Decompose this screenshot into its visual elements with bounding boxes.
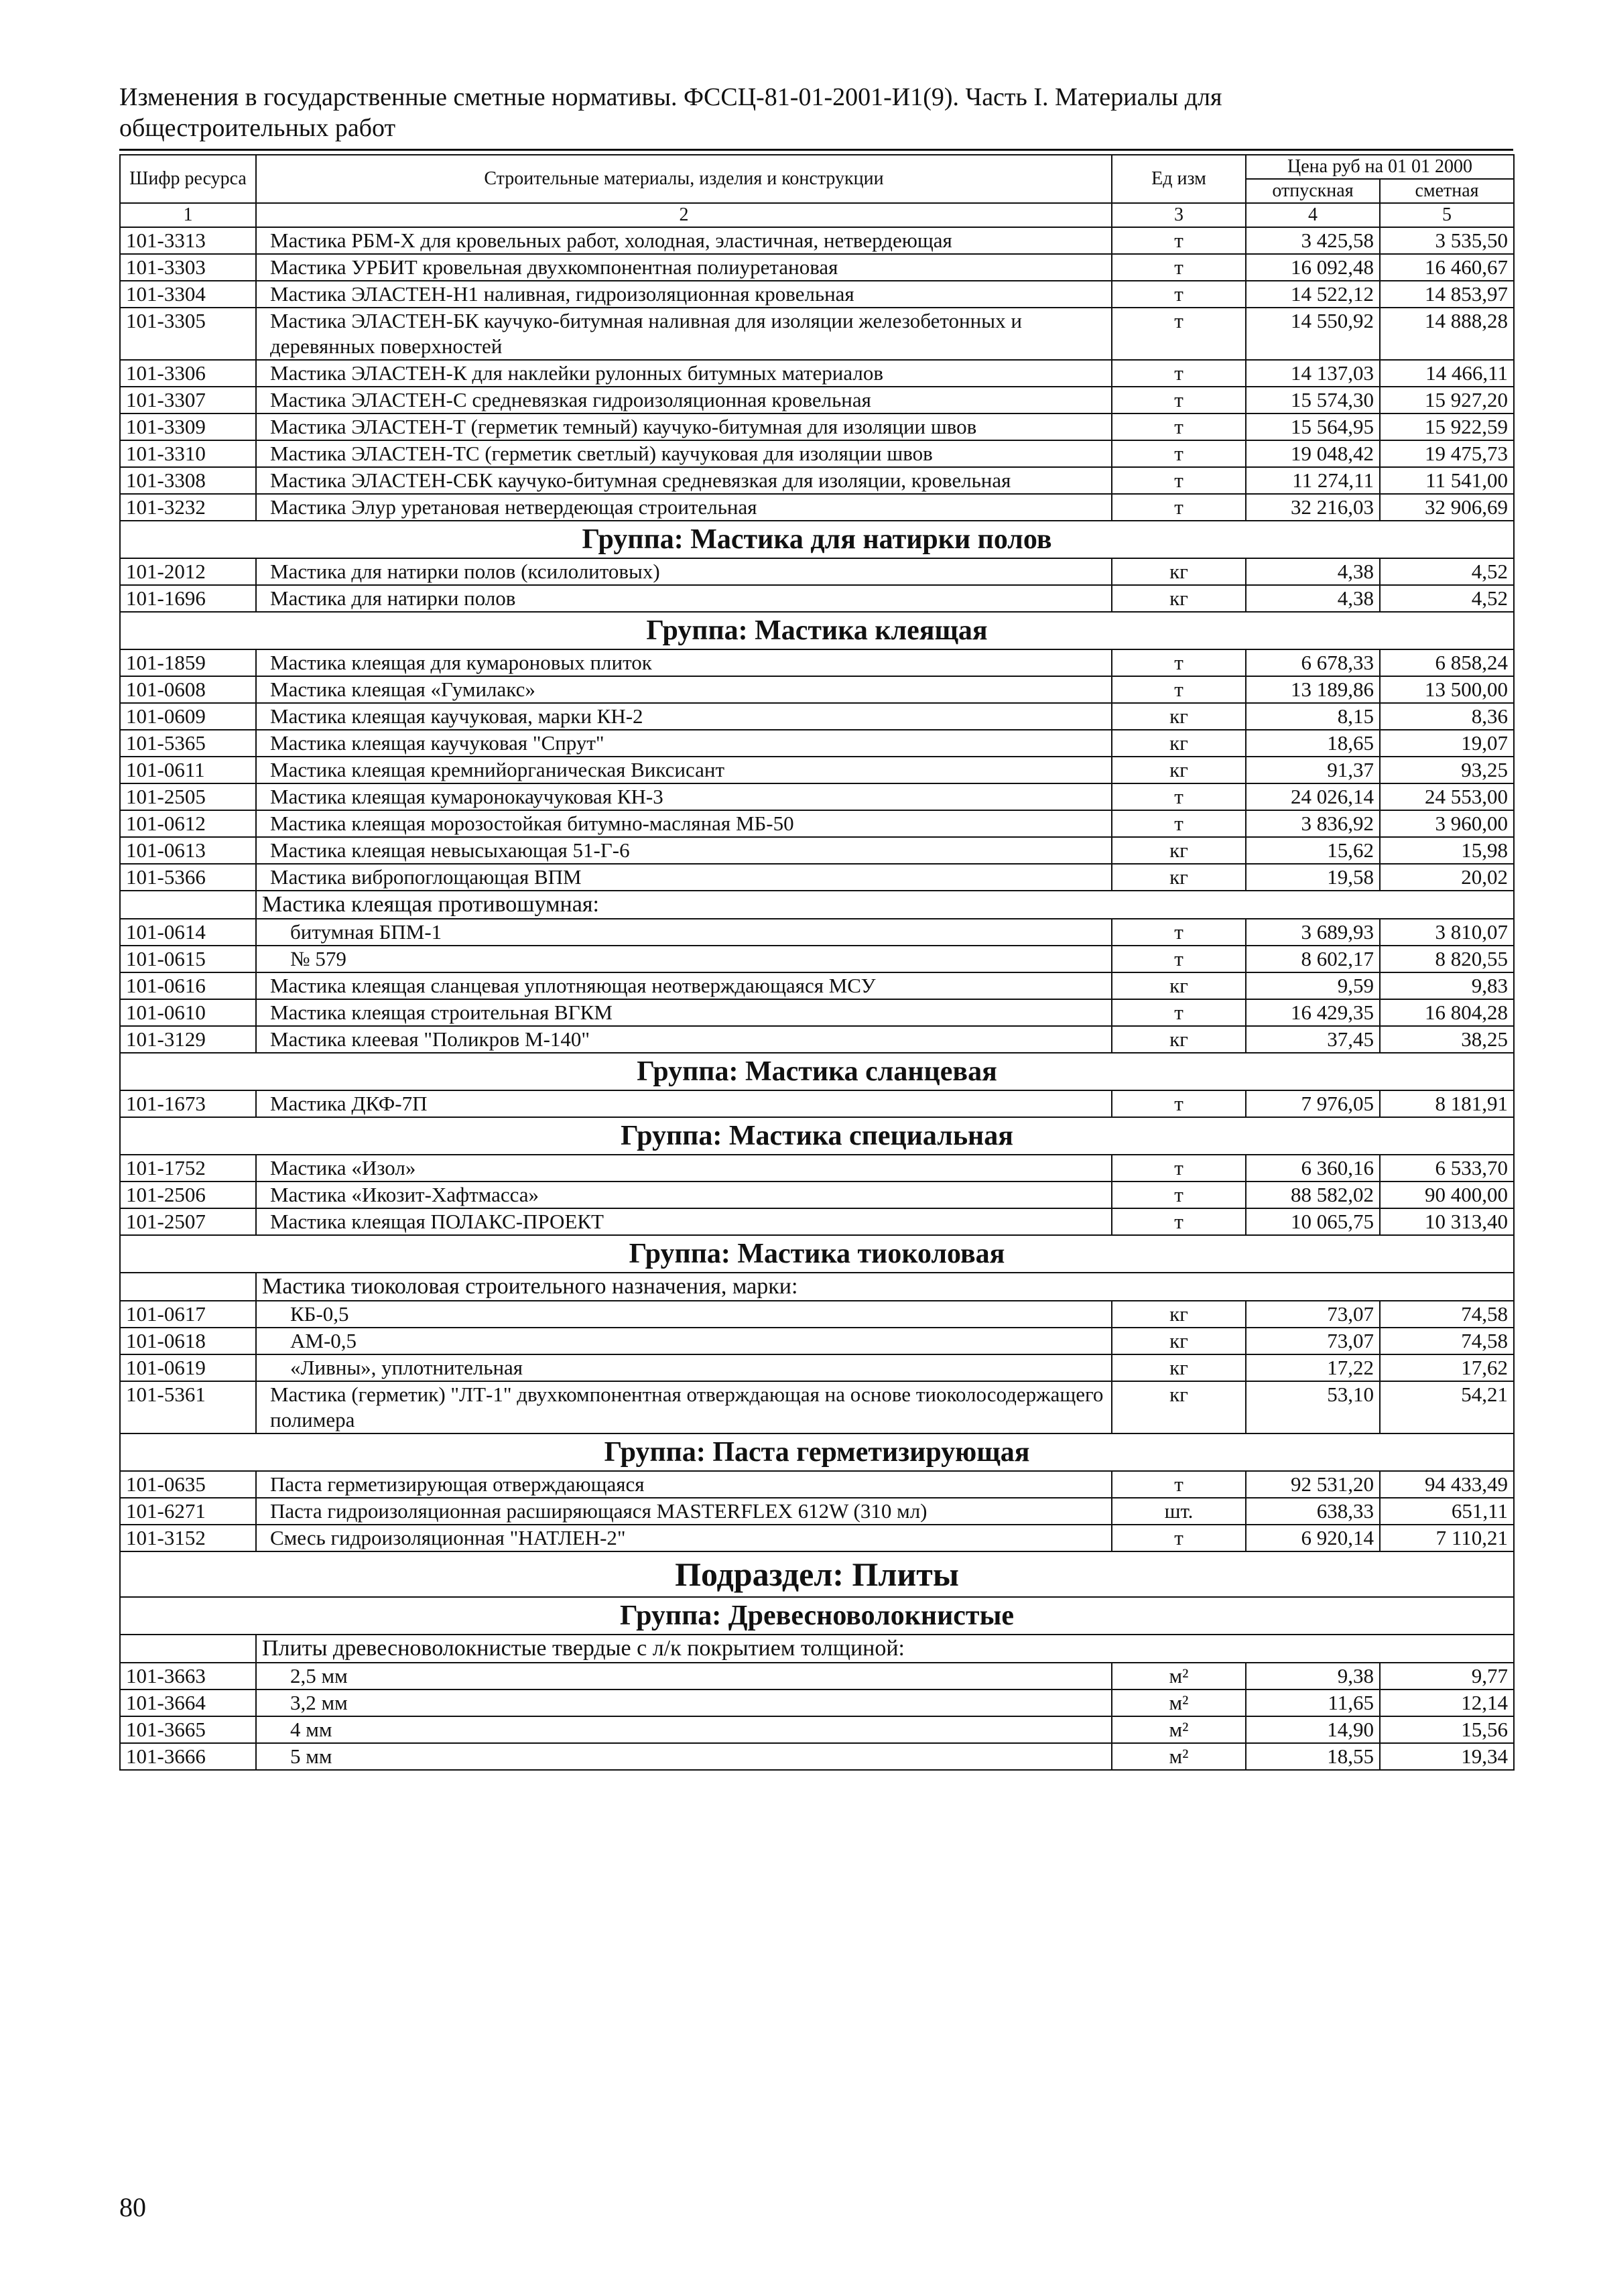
group-header-row (120, 521, 1514, 558)
estimate-price: 19,34 (1380, 1743, 1514, 1770)
release-price: 638,33 (1246, 1498, 1380, 1525)
table-row (120, 972, 1514, 999)
subsection-header-row (120, 1551, 1514, 1597)
unit-of-measure: т (1112, 999, 1246, 1026)
table-row (120, 558, 1514, 585)
resource-code: 101-0610 (120, 999, 256, 1026)
page-title-line-1: Изменения в государственные сметные нормативы. ФССЦ-81-01-2001-И1(9). Часть I. Материалы для (119, 83, 1222, 111)
estimate-price: 74,58 (1380, 1328, 1514, 1354)
table-body (120, 227, 1514, 1770)
group-title: Группа: Мастика для натирки полов (120, 521, 1514, 558)
unit-of-measure: кг (1112, 585, 1246, 612)
resource-code: 101-3663 (120, 1663, 256, 1689)
unit-of-measure: кг (1112, 1328, 1246, 1354)
resource-code: 101-2012 (120, 558, 256, 585)
estimate-price: 19 475,73 (1380, 440, 1514, 467)
material-name: 4 мм (256, 1716, 1112, 1743)
resource-code: 101-3304 (120, 281, 256, 308)
unit-of-measure: т (1112, 467, 1246, 494)
release-price: 15,62 (1246, 837, 1380, 864)
unit-of-measure: кг (1112, 837, 1246, 864)
material-name: Мастика клеящая невысыхающая 51-Г-6 (256, 837, 1112, 864)
unit-of-measure: т (1112, 254, 1246, 281)
release-price: 8,15 (1246, 703, 1380, 730)
release-price: 9,59 (1246, 972, 1380, 999)
estimate-price: 19,07 (1380, 730, 1514, 757)
estimate-price: 16 804,28 (1380, 999, 1514, 1026)
resource-code: 101-1696 (120, 585, 256, 612)
group-title: Группа: Мастика сланцевая (120, 1053, 1514, 1090)
unit-of-measure: т (1112, 1525, 1246, 1551)
table-row (120, 1354, 1514, 1381)
estimate-price: 15,98 (1380, 837, 1514, 864)
material-name: Мастика клеящая строительная ВГКМ (256, 999, 1112, 1026)
group-header-row (120, 612, 1514, 649)
material-name: «Ливны», уплотнительная (256, 1354, 1112, 1381)
table-row (120, 360, 1514, 387)
page-number: 80 (119, 2192, 146, 2222)
resource-code: 101-3666 (120, 1743, 256, 1770)
table-row (120, 1155, 1514, 1182)
material-name: Мастика (герметик) "ЛТ-1" двухкомпонентная отверждающая на основе тиоколосодержащего полимера (256, 1381, 1112, 1433)
intro-row (120, 1273, 1514, 1301)
release-price: 9,38 (1246, 1663, 1380, 1689)
resource-code: 101-1673 (120, 1090, 256, 1117)
table-row (120, 757, 1514, 783)
release-price: 14 550,92 (1246, 308, 1380, 360)
table-row (120, 413, 1514, 440)
table-row (120, 946, 1514, 972)
material-name: Мастика клеящая ПОЛАКС-ПРОЕКТ (256, 1208, 1112, 1235)
table-row (120, 703, 1514, 730)
release-price: 8 602,17 (1246, 946, 1380, 972)
material-name: Мастика Элур уретановая нетвердеющая строительная (256, 494, 1112, 521)
unit-of-measure: кг (1112, 730, 1246, 757)
material-name: № 579 (256, 946, 1112, 972)
group-title: Группа: Мастика клеящая (120, 612, 1514, 649)
unit-of-measure: т (1112, 413, 1246, 440)
material-name: Мастика ЭЛАСТЕН-СБК каучуко-битумная средневязкая для изоляции, кровельная (256, 467, 1112, 494)
empty-code-cell (120, 1635, 256, 1663)
estimate-price: 6 858,24 (1380, 649, 1514, 676)
material-name: Мастика ЭЛАСТЕН-Т (герметик темный) каучуко-битумная для изоляции швов (256, 413, 1112, 440)
material-name: КБ-0,5 (256, 1301, 1112, 1328)
resource-code: 101-3305 (120, 308, 256, 360)
material-name: Мастика ЭЛАСТЕН-К для наклейки рулонных битумных материалов (256, 360, 1112, 387)
estimate-price: 4,52 (1380, 585, 1514, 612)
unit-of-measure: т (1112, 360, 1246, 387)
release-price: 88 582,02 (1246, 1182, 1380, 1208)
estimate-price: 10 313,40 (1380, 1208, 1514, 1235)
group-title: Группа: Мастика специальная (120, 1117, 1514, 1155)
page-title (119, 82, 1393, 143)
estimate-price: 3 810,07 (1380, 919, 1514, 946)
estimate-price: 32 906,69 (1380, 494, 1514, 521)
estimate-price: 17,62 (1380, 1354, 1514, 1381)
release-price: 53,10 (1246, 1381, 1380, 1433)
estimate-price: 3 535,50 (1380, 227, 1514, 254)
unit-of-measure: т (1112, 1208, 1246, 1235)
material-name: Смесь гидроизоляционная "НАТЛЕН-2" (256, 1525, 1112, 1551)
estimate-price: 15 922,59 (1380, 413, 1514, 440)
unit-of-measure: кг (1112, 864, 1246, 891)
material-name: АМ-0,5 (256, 1328, 1112, 1354)
material-name: 2,5 мм (256, 1663, 1112, 1689)
material-name: Мастика ЭЛАСТЕН-С средневязкая гидроизоляционная кровельная (256, 387, 1112, 413)
estimate-price: 13 500,00 (1380, 676, 1514, 703)
estimate-price: 651,11 (1380, 1498, 1514, 1525)
release-price: 16 429,35 (1246, 999, 1380, 1026)
table-row (120, 1743, 1514, 1770)
material-name: Мастика ЭЛАСТЕН-Н1 наливная, гидроизоляционная кровельная (256, 281, 1112, 308)
material-name: Мастика клеящая каучуковая "Спрут" (256, 730, 1112, 757)
unit-of-measure: кг (1112, 1381, 1246, 1433)
release-price: 3 836,92 (1246, 810, 1380, 837)
material-name: Мастика ЭЛАСТЕН-БК каучуко-битумная наливная для изоляции железобетонных и деревянных поверхностей (256, 308, 1112, 360)
unit-of-measure: т (1112, 649, 1246, 676)
resource-code: 101-0612 (120, 810, 256, 837)
table-row (120, 1471, 1514, 1498)
table-row (120, 440, 1514, 467)
material-name: Мастика «Икозит-Хафтмасса» (256, 1182, 1112, 1208)
release-price: 3 689,93 (1246, 919, 1380, 946)
table-row (120, 1663, 1514, 1689)
release-price: 32 216,03 (1246, 494, 1380, 521)
estimate-price: 74,58 (1380, 1301, 1514, 1328)
estimate-price: 3 960,00 (1380, 810, 1514, 837)
unit-of-measure: м² (1112, 1716, 1246, 1743)
material-name: Мастика клеящая «Гумилакс» (256, 676, 1112, 703)
material-name: Мастика клеящая кремнийорганическая Виксисант (256, 757, 1112, 783)
intro-row (120, 891, 1514, 919)
estimate-price: 6 533,70 (1380, 1155, 1514, 1182)
table-row (120, 1208, 1514, 1235)
table-row (120, 837, 1514, 864)
unit-of-measure: т (1112, 1182, 1246, 1208)
table-row (120, 1182, 1514, 1208)
column-number: 5 (1380, 203, 1514, 227)
table-row (120, 387, 1514, 413)
estimate-price: 7 110,21 (1380, 1525, 1514, 1551)
table-row (120, 676, 1514, 703)
estimate-price: 9,77 (1380, 1663, 1514, 1689)
page-title-line-2: общестроительных работ (119, 114, 396, 142)
estimate-price: 90 400,00 (1380, 1182, 1514, 1208)
estimate-price: 4,52 (1380, 558, 1514, 585)
table-row (120, 919, 1514, 946)
empty-code-cell (120, 1273, 256, 1301)
release-price: 18,65 (1246, 730, 1380, 757)
resource-code: 101-3313 (120, 227, 256, 254)
material-name: Мастика вибропоглощающая ВПМ (256, 864, 1112, 891)
release-price: 73,07 (1246, 1301, 1380, 1328)
resource-code: 101-0611 (120, 757, 256, 783)
group-header-row (120, 1117, 1514, 1155)
table-row (120, 585, 1514, 612)
table-row (120, 1381, 1514, 1433)
resource-code: 101-3665 (120, 1716, 256, 1743)
resource-code: 101-3306 (120, 360, 256, 387)
resource-code: 101-3232 (120, 494, 256, 521)
table-row (120, 467, 1514, 494)
release-price: 15 564,95 (1246, 413, 1380, 440)
material-name: Мастика для натирки полов (256, 585, 1112, 612)
header-name: Строительные материалы, изделия и конструкции (256, 155, 1112, 203)
material-name: 3,2 мм (256, 1689, 1112, 1716)
unit-of-measure: м² (1112, 1689, 1246, 1716)
resource-code: 101-1859 (120, 649, 256, 676)
release-price: 14,90 (1246, 1716, 1380, 1743)
resource-code: 101-0635 (120, 1471, 256, 1498)
release-price: 19 048,42 (1246, 440, 1380, 467)
resource-code: 101-3129 (120, 1026, 256, 1053)
estimate-price: 54,21 (1380, 1381, 1514, 1433)
estimate-price: 16 460,67 (1380, 254, 1514, 281)
release-price: 10 065,75 (1246, 1208, 1380, 1235)
table-row (120, 1716, 1514, 1743)
material-name: Паста гидроизоляционная расширяющаяся MASTERFLEX 612W (310 мл) (256, 1498, 1112, 1525)
price-table (119, 154, 1515, 1771)
group-header-row (120, 1433, 1514, 1471)
resource-code: 101-0608 (120, 676, 256, 703)
table-row (120, 1328, 1514, 1354)
material-name: Мастика клеящая кумаронокаучуковая КН-3 (256, 783, 1112, 810)
intro-text: Плиты древесноволокнистые твердые с л/к покрытием толщиной: (256, 1635, 1514, 1663)
resource-code: 101-6271 (120, 1498, 256, 1525)
table-row (120, 254, 1514, 281)
table-row (120, 1498, 1514, 1525)
estimate-price: 94 433,49 (1380, 1471, 1514, 1498)
resource-code: 101-2505 (120, 783, 256, 810)
material-name: Мастика клеящая морозостойкая битумно-масляная МБ-50 (256, 810, 1112, 837)
unit-of-measure: кг (1112, 1301, 1246, 1328)
estimate-price: 20,02 (1380, 864, 1514, 891)
estimate-price: 8 181,91 (1380, 1090, 1514, 1117)
material-name: Мастика ЭЛАСТЕН-ТС (герметик светлый) каучуковая для изоляции швов (256, 440, 1112, 467)
material-name: Мастика клеевая "Поликров М-140" (256, 1026, 1112, 1053)
release-price: 37,45 (1246, 1026, 1380, 1053)
resource-code: 101-0615 (120, 946, 256, 972)
column-number: 3 (1112, 203, 1246, 227)
release-price: 6 920,14 (1246, 1525, 1380, 1551)
resource-code: 101-0616 (120, 972, 256, 999)
table-row (120, 281, 1514, 308)
material-name: Мастика клеящая для кумароновых плиток (256, 649, 1112, 676)
header-code: Шифр ресурса (120, 155, 256, 203)
unit-of-measure: т (1112, 281, 1246, 308)
resource-code: 101-0619 (120, 1354, 256, 1381)
title-rule (119, 149, 1513, 151)
resource-code: 101-3308 (120, 467, 256, 494)
release-price: 11 274,11 (1246, 467, 1380, 494)
estimate-price: 14 466,11 (1380, 360, 1514, 387)
table-row (120, 1090, 1514, 1117)
table-row (120, 730, 1514, 757)
material-name: Мастика для натирки полов (ксилолитовых) (256, 558, 1112, 585)
header-estimate-price: сметная (1380, 179, 1514, 203)
column-number: 2 (256, 203, 1112, 227)
unit-of-measure: т (1112, 1155, 1246, 1182)
release-price: 15 574,30 (1246, 387, 1380, 413)
resource-code: 101-2506 (120, 1182, 256, 1208)
unit-of-measure: т (1112, 494, 1246, 521)
unit-of-measure: т (1112, 919, 1246, 946)
unit-of-measure: кг (1112, 1026, 1246, 1053)
estimate-price: 12,14 (1380, 1689, 1514, 1716)
table-row (120, 308, 1514, 360)
intro-text: Мастика клеящая противошумная: (256, 891, 1514, 919)
table-row (120, 1026, 1514, 1053)
resource-code: 101-5361 (120, 1381, 256, 1433)
release-price: 91,37 (1246, 757, 1380, 783)
unit-of-measure: м² (1112, 1663, 1246, 1689)
release-price: 11,65 (1246, 1689, 1380, 1716)
release-price: 92 531,20 (1246, 1471, 1380, 1498)
material-name: Мастика УРБИТ кровельная двухкомпонентная полиуретановая (256, 254, 1112, 281)
release-price: 3 425,58 (1246, 227, 1380, 254)
empty-code-cell (120, 891, 256, 919)
table-row (120, 227, 1514, 254)
material-name: Мастика клеящая каучуковая, марки КН-2 (256, 703, 1112, 730)
release-price: 14 137,03 (1246, 360, 1380, 387)
release-price: 17,22 (1246, 1354, 1380, 1381)
unit-of-measure: кг (1112, 703, 1246, 730)
column-numbers-row (120, 203, 1514, 227)
unit-of-measure: кг (1112, 972, 1246, 999)
unit-of-measure: м² (1112, 1743, 1246, 1770)
group-header-row (120, 1235, 1514, 1273)
unit-of-measure: т (1112, 387, 1246, 413)
release-price: 6 678,33 (1246, 649, 1380, 676)
unit-of-measure: т (1112, 783, 1246, 810)
release-price: 73,07 (1246, 1328, 1380, 1354)
resource-code: 101-3664 (120, 1689, 256, 1716)
estimate-price: 93,25 (1380, 757, 1514, 783)
release-price: 19,58 (1246, 864, 1380, 891)
estimate-price: 14 888,28 (1380, 308, 1514, 360)
unit-of-measure: кг (1112, 757, 1246, 783)
group-title: Группа: Мастика тиоколовая (120, 1235, 1514, 1273)
resource-code: 101-0613 (120, 837, 256, 864)
release-price: 14 522,12 (1246, 281, 1380, 308)
unit-of-measure: т (1112, 810, 1246, 837)
material-name: Мастика клеящая сланцевая уплотняющая неотверждающаяся МСУ (256, 972, 1112, 999)
resource-code: 101-2507 (120, 1208, 256, 1235)
unit-of-measure: кг (1112, 558, 1246, 585)
material-name: Мастика «Изол» (256, 1155, 1112, 1182)
resource-code: 101-3307 (120, 387, 256, 413)
column-number: 1 (120, 203, 256, 227)
release-price: 6 360,16 (1246, 1155, 1380, 1182)
unit-of-measure: т (1112, 440, 1246, 467)
estimate-price: 38,25 (1380, 1026, 1514, 1053)
material-name: битумная БПМ-1 (256, 919, 1112, 946)
header-release-price: отпускная (1246, 179, 1380, 203)
material-name: 5 мм (256, 1743, 1112, 1770)
table-row (120, 783, 1514, 810)
estimate-price: 14 853,97 (1380, 281, 1514, 308)
resource-code: 101-0609 (120, 703, 256, 730)
column-number: 4 (1246, 203, 1380, 227)
resource-code: 101-0614 (120, 919, 256, 946)
material-name: Мастика ДКФ-7П (256, 1090, 1112, 1117)
release-price: 13 189,86 (1246, 676, 1380, 703)
group-title: Группа: Паста герметизирующая (120, 1433, 1514, 1471)
table-row (120, 494, 1514, 521)
estimate-price: 24 553,00 (1380, 783, 1514, 810)
group-title: Группа: Древесноволокнистые (120, 1597, 1514, 1635)
table-row (120, 864, 1514, 891)
resource-code: 101-3303 (120, 254, 256, 281)
estimate-price: 9,83 (1380, 972, 1514, 999)
table-row (120, 999, 1514, 1026)
unit-of-measure: т (1112, 1471, 1246, 1498)
header-unit: Ед изм (1112, 155, 1246, 203)
release-price: 16 092,48 (1246, 254, 1380, 281)
unit-of-measure: т (1112, 946, 1246, 972)
resource-code: 101-3152 (120, 1525, 256, 1551)
group-header-row (120, 1597, 1514, 1635)
intro-text: Мастика тиоколовая строительного назначения, марки: (256, 1273, 1514, 1301)
table-row (120, 1525, 1514, 1551)
material-name: Паста герметизирующая отверждающаяся (256, 1471, 1112, 1498)
resource-code: 101-3309 (120, 413, 256, 440)
unit-of-measure: т (1112, 227, 1246, 254)
unit-of-measure: т (1112, 676, 1246, 703)
resource-code: 101-3310 (120, 440, 256, 467)
resource-code: 101-5366 (120, 864, 256, 891)
intro-row (120, 1635, 1514, 1663)
table-row (120, 649, 1514, 676)
table-row (120, 1301, 1514, 1328)
unit-of-measure: кг (1112, 1354, 1246, 1381)
subsection-title: Подраздел: Плиты (120, 1551, 1514, 1597)
resource-code: 101-1752 (120, 1155, 256, 1182)
release-price: 24 026,14 (1246, 783, 1380, 810)
resource-code: 101-0618 (120, 1328, 256, 1354)
estimate-price: 11 541,00 (1380, 467, 1514, 494)
resource-code: 101-0617 (120, 1301, 256, 1328)
release-price: 7 976,05 (1246, 1090, 1380, 1117)
estimate-price: 8 820,55 (1380, 946, 1514, 972)
unit-of-measure: т (1112, 1090, 1246, 1117)
header-price: Цена руб на 01 01 2000 (1246, 155, 1514, 179)
release-price: 4,38 (1246, 585, 1380, 612)
estimate-price: 15 927,20 (1380, 387, 1514, 413)
material-name: Мастика РБМ-Х для кровельных работ, холодная, эластичная, нетвердеющая (256, 227, 1112, 254)
release-price: 4,38 (1246, 558, 1380, 585)
unit-of-measure: т (1112, 308, 1246, 360)
release-price: 18,55 (1246, 1743, 1380, 1770)
table-row (120, 1689, 1514, 1716)
estimate-price: 8,36 (1380, 703, 1514, 730)
table-row (120, 810, 1514, 837)
estimate-price: 15,56 (1380, 1716, 1514, 1743)
group-header-row (120, 1053, 1514, 1090)
unit-of-measure: шт. (1112, 1498, 1246, 1525)
resource-code: 101-5365 (120, 730, 256, 757)
